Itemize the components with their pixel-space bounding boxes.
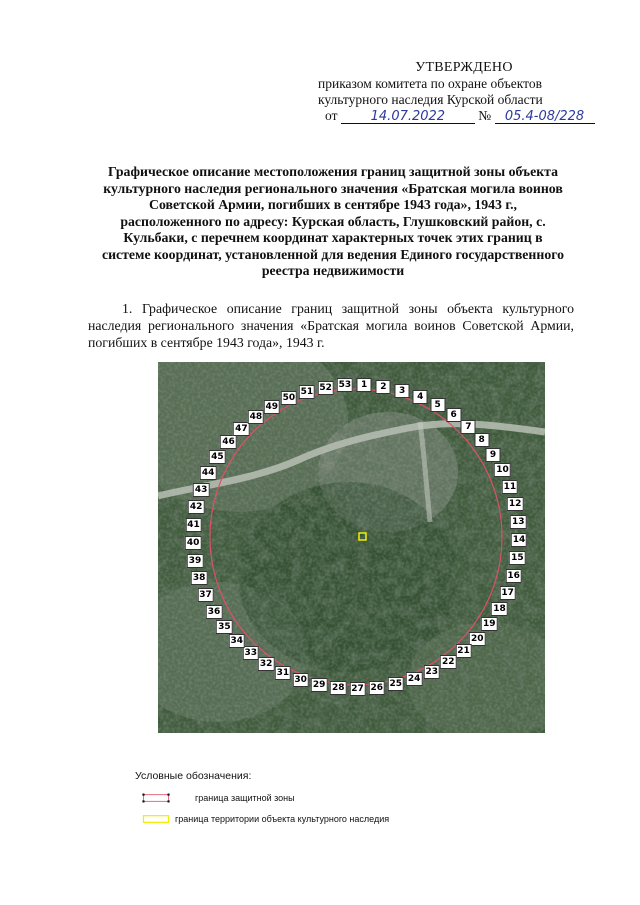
point-label-37: 37 <box>199 590 212 601</box>
point-label-46: 46 <box>222 437 235 448</box>
point-label-31: 31 <box>276 667 290 678</box>
point-label-45: 45 <box>211 452 224 463</box>
point-label-11: 11 <box>503 481 517 492</box>
point-label-49: 49 <box>265 401 279 412</box>
section-paragraph: 1. Графическое описание границ защитной зоны объекта культурного наследия регионального значения «Братская могила воинов Советской Армии, погибших в сентябре 1943 года», 1943 г. <box>88 301 574 350</box>
point-label-26: 26 <box>370 682 384 693</box>
point-label-25: 25 <box>389 679 403 690</box>
map-image <box>158 362 545 733</box>
approval-title: УТВЕРЖДЕНО <box>415 60 513 75</box>
point-label-3: 3 <box>395 384 410 398</box>
approval-line-1: приказом комитета по охране объектов <box>318 76 542 91</box>
point-label-32: 32 <box>259 658 273 669</box>
approval-line-2: культурного наследия Курской области <box>318 92 543 107</box>
point-label-27: 27 <box>351 683 364 694</box>
point-label-50: 50 <box>282 393 296 404</box>
point-label-8: 8 <box>474 433 489 447</box>
approval-date: 14.07.2022 <box>341 110 475 124</box>
point-label-12: 12 <box>508 499 522 510</box>
point-label-4: 4 <box>413 390 428 404</box>
point-label-1: 1 <box>357 378 372 392</box>
aerial-map <box>158 362 545 733</box>
point-label-29: 29 <box>312 680 326 691</box>
point-label-20: 20 <box>471 633 484 644</box>
point-label-47: 47 <box>235 423 248 434</box>
point-label-17: 17 <box>501 587 514 598</box>
point-label-52: 52 <box>319 382 332 393</box>
approval-block <box>300 60 600 124</box>
point-label-2: 2 <box>376 380 391 394</box>
point-label-40: 40 <box>186 537 200 548</box>
point-label-33: 33 <box>244 648 257 659</box>
point-label-9: 9 <box>486 448 501 462</box>
approval-number-label: № <box>478 108 492 123</box>
point-label-16: 16 <box>507 570 520 581</box>
point-label-36: 36 <box>207 606 221 617</box>
point-label-15: 15 <box>511 553 524 564</box>
legend <box>135 770 390 824</box>
approval-number: 05.4-08/228 <box>495 110 595 124</box>
point-label-7: 7 <box>461 420 476 434</box>
point-label-21: 21 <box>457 646 470 657</box>
approval-date-number <box>300 108 600 124</box>
legend-label-zone: граница защитной зоны <box>195 793 295 803</box>
point-label-5: 5 <box>430 398 445 412</box>
point-label-35: 35 <box>218 621 231 632</box>
approval-from-label: от <box>325 108 338 123</box>
point-label-39: 39 <box>188 555 202 566</box>
point-label-48: 48 <box>249 412 263 423</box>
legend-label-object: граница территории объекта культурного наследия <box>175 814 390 824</box>
point-label-13: 13 <box>511 517 525 528</box>
point-label-51: 51 <box>300 387 314 398</box>
point-label-44: 44 <box>201 467 215 478</box>
point-label-42: 42 <box>189 502 203 513</box>
point-label-43: 43 <box>194 484 208 495</box>
point-label-30: 30 <box>294 674 307 685</box>
zone-line-symbol <box>141 793 171 803</box>
point-label-38: 38 <box>192 573 206 584</box>
point-label-23: 23 <box>425 666 439 677</box>
point-label-22: 22 <box>442 657 455 668</box>
document-title: Графическое описание местоположения границ защитной зоны объекта культурного наследия регионального значения «Братская могила воинов Советской Армии, погибших в сентябре 1943 года», 1943 г., расположенного по адресу: Курская область, Глушковский район, с. Кульбаки, с перечнем координат характерных точек этих границ в системе координат, установленной для ведения Единого государственного реестра недвижимости <box>101 164 565 278</box>
point-label-53: 53 <box>338 380 352 391</box>
legend-title: Условные обозначения: <box>135 770 252 782</box>
point-label-19: 19 <box>483 619 496 630</box>
point-label-24: 24 <box>407 673 421 684</box>
object-territory-symbol <box>141 814 171 824</box>
point-label-14: 14 <box>512 535 526 546</box>
point-label-10: 10 <box>496 465 509 476</box>
point-label-28: 28 <box>331 683 345 694</box>
point-label-41: 41 <box>187 519 200 530</box>
point-label-6: 6 <box>446 408 461 422</box>
point-label-18: 18 <box>493 604 506 615</box>
point-label-34: 34 <box>230 635 244 646</box>
